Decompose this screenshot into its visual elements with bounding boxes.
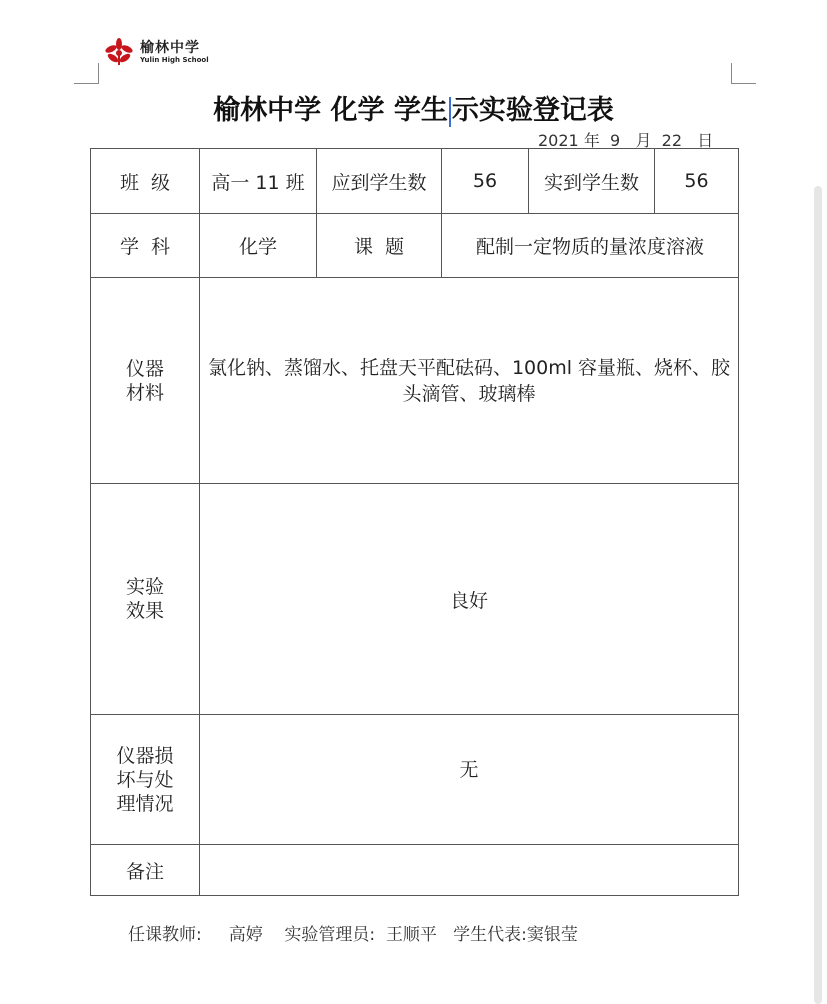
class-label: 班 级 [91, 149, 200, 214]
materials-label-line1: 仪器 [125, 357, 164, 380]
page-title[interactable] [0, 88, 827, 127]
damage-label-line3: 理情况 [116, 792, 174, 815]
date-day-unit: 日 [697, 131, 714, 150]
logo-english-name: Yulin High School [140, 55, 209, 64]
actual-students-label: 实到学生数 [529, 149, 655, 214]
topic-label: 课 题 [317, 214, 442, 278]
expected-students-label: 应到学生数 [317, 149, 442, 214]
vertical-scrollbar[interactable] [814, 186, 822, 1004]
manager-label: 实验管理员: [284, 925, 376, 945]
actual-students-value[interactable]: 56 [655, 149, 739, 214]
school-emblem-icon [104, 37, 134, 67]
teacher-name: 高婷 [228, 925, 263, 945]
title-text-before-cursor: 榆林中学 化学 学生 [213, 95, 448, 126]
table-row [91, 149, 739, 214]
subject-value[interactable]: 化学 [200, 214, 317, 278]
text-cursor [449, 97, 451, 127]
table-row [91, 278, 739, 484]
manager-name: 王顺平 [385, 925, 437, 945]
damage-value[interactable]: 无 [200, 715, 739, 845]
materials-value[interactable]: 氯化钠、蒸馏水、托盘天平配砝码、100ml 容量瓶、烧杯、胶头滴管、玻璃棒 [200, 278, 739, 484]
damage-label-line2: 坏与处 [116, 768, 174, 791]
date-day: 22 [661, 131, 682, 150]
effect-label [91, 484, 200, 715]
expected-students-value[interactable]: 56 [442, 149, 529, 214]
materials-label-line2: 材料 [125, 381, 164, 404]
topic-value[interactable]: 配制一定物质的量浓度溶液 [442, 214, 739, 278]
effect-label-line1: 实验 [125, 576, 164, 598]
table-row [91, 845, 739, 896]
damage-label [91, 715, 200, 845]
date-year-unit: 年 [583, 131, 600, 150]
crop-mark-top-left [74, 63, 99, 84]
school-logo [104, 37, 209, 67]
remarks-label: 备注 [91, 845, 200, 896]
teacher-label: 任课教师: [128, 925, 202, 945]
table-row [91, 484, 739, 715]
crop-mark-top-right [731, 63, 756, 84]
table-row [91, 715, 739, 845]
effect-value[interactable]: 良好 [200, 484, 739, 715]
registration-table [90, 148, 739, 896]
subject-label: 学 科 [91, 214, 200, 278]
date-month-unit: 月 [635, 131, 652, 150]
date-month: 9 [610, 131, 621, 150]
damage-label-line1: 仪器损 [116, 744, 174, 767]
class-value[interactable]: 高一 11 班 [200, 149, 317, 214]
table-row [91, 214, 739, 278]
materials-label [91, 278, 200, 484]
title-text-after-cursor: 示实验登记表 [451, 95, 614, 126]
effect-label-line2: 效果 [125, 600, 164, 622]
logo-chinese-name: 榆林中学 [140, 39, 200, 56]
student-rep-name: 窦银莹 [526, 925, 578, 945]
remarks-value[interactable] [200, 845, 739, 896]
signature-line [128, 920, 578, 945]
student-rep-label: 学生代表: [453, 925, 527, 945]
date-year: 2021 [538, 131, 579, 150]
